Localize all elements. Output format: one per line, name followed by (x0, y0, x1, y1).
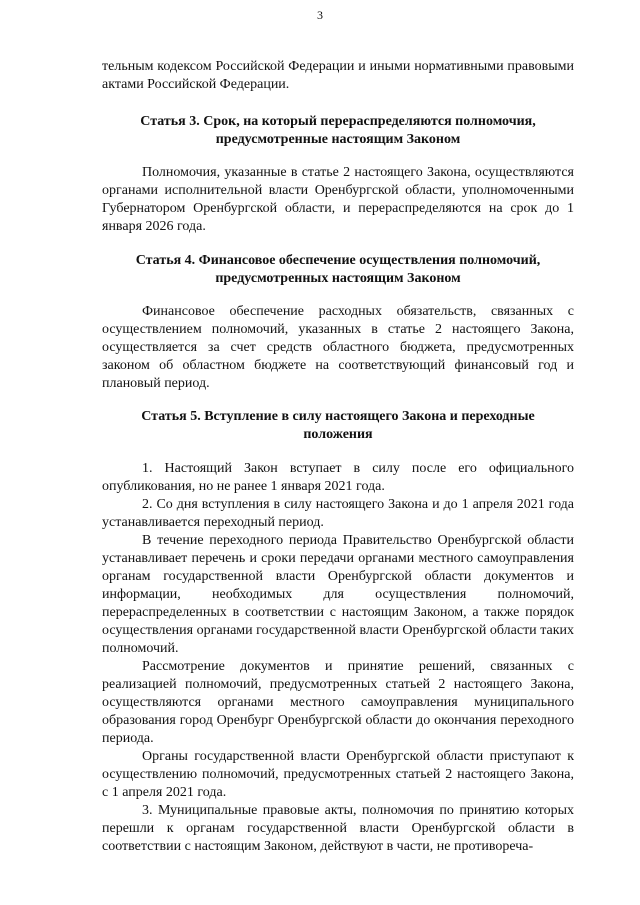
article-4-heading (102, 252, 574, 288)
article-5-heading (102, 408, 574, 444)
article-4-heading-line2: предусмотренных настоящим Законом (215, 271, 461, 286)
article-3-paragraph: Полномочия, указанные в статье 2 настоящего Закона, осуществляются органами исполнительной власти Оренбургской области, уполномоченными Губернатором Оренбургской области, и перераспределяются на срок до 1 января 2026 года. (102, 165, 574, 234)
article-4-paragraph: Финансовое обеспечение расходных обязательств, связанных с осуществлением полномочий, указанных в статье 2 настоящего Закона, осуществляется за счет средств областного бюджета, предусмотренных законом об областном бюджете на соответствующий финансовый год и плановый период. (102, 304, 574, 391)
intro-paragraph: тельным кодексом Российской Федерации и иными нормативными правовыми актами Российской Федерации. (102, 59, 574, 92)
article-5-heading-line1: Статья 5. Вступление в силу настоящего Закона и переходные (141, 409, 535, 424)
article-5-heading-line2: положения (303, 427, 373, 442)
article-3-heading (102, 113, 574, 149)
article-5-paragraph-3: В течение переходного периода Правительство Оренбургской области устанавливает перечень и сроки передачи органами местного самоуправления органам государственной власти Оренбургской области документов и информации, необходимых для осуществления полномочий, перераспределенных в соответствии с настоящим Законом, а также порядок осуществления органами государственной власти Оренбургской области таких полномочий. (102, 533, 574, 656)
article-5-paragraph-2: 2. Со дня вступления в силу настоящего Закона и до 1 апреля 2021 года устанавливается переходный период. (102, 497, 574, 530)
article-5-paragraph-1: 1. Настоящий Закон вступает в силу после его официального опубликования, но не ранее 1 января 2021 года. (102, 461, 574, 494)
article-3-heading-line1: Статья 3. Срок, на который перераспределяются полномочия, (140, 114, 536, 129)
article-5-paragraph-5: Органы государственной власти Оренбургской области приступают к осуществлению полномочий, предусмотренных статьей 2 настоящего Закона, с 1 апреля 2021 года. (102, 749, 574, 800)
article-5-paragraph-4: Рассмотрение документов и принятие решений, связанных с реализацией полномочий, предусмотренных статьей 2 настоящего Закона, осуществляются органами местного самоуправления муниципального образования город Оренбург Оренбургской области до окончания переходного периода. (102, 659, 574, 746)
article-3-heading-line2: предусмотренные настоящим Законом (215, 132, 461, 147)
article-5-paragraph-6: 3. Муниципальные правовые акты, полномочия по принятию которых перешли к органам государственной власти Оренбургской области в соответствии с настоящим Законом, действуют в части, не противореча- (102, 803, 574, 854)
page-number: 3 (317, 8, 323, 22)
article-5-body (102, 460, 574, 856)
article-4-heading-line1: Статья 4. Финансовое обеспечение осуществления полномочий, (135, 253, 541, 268)
